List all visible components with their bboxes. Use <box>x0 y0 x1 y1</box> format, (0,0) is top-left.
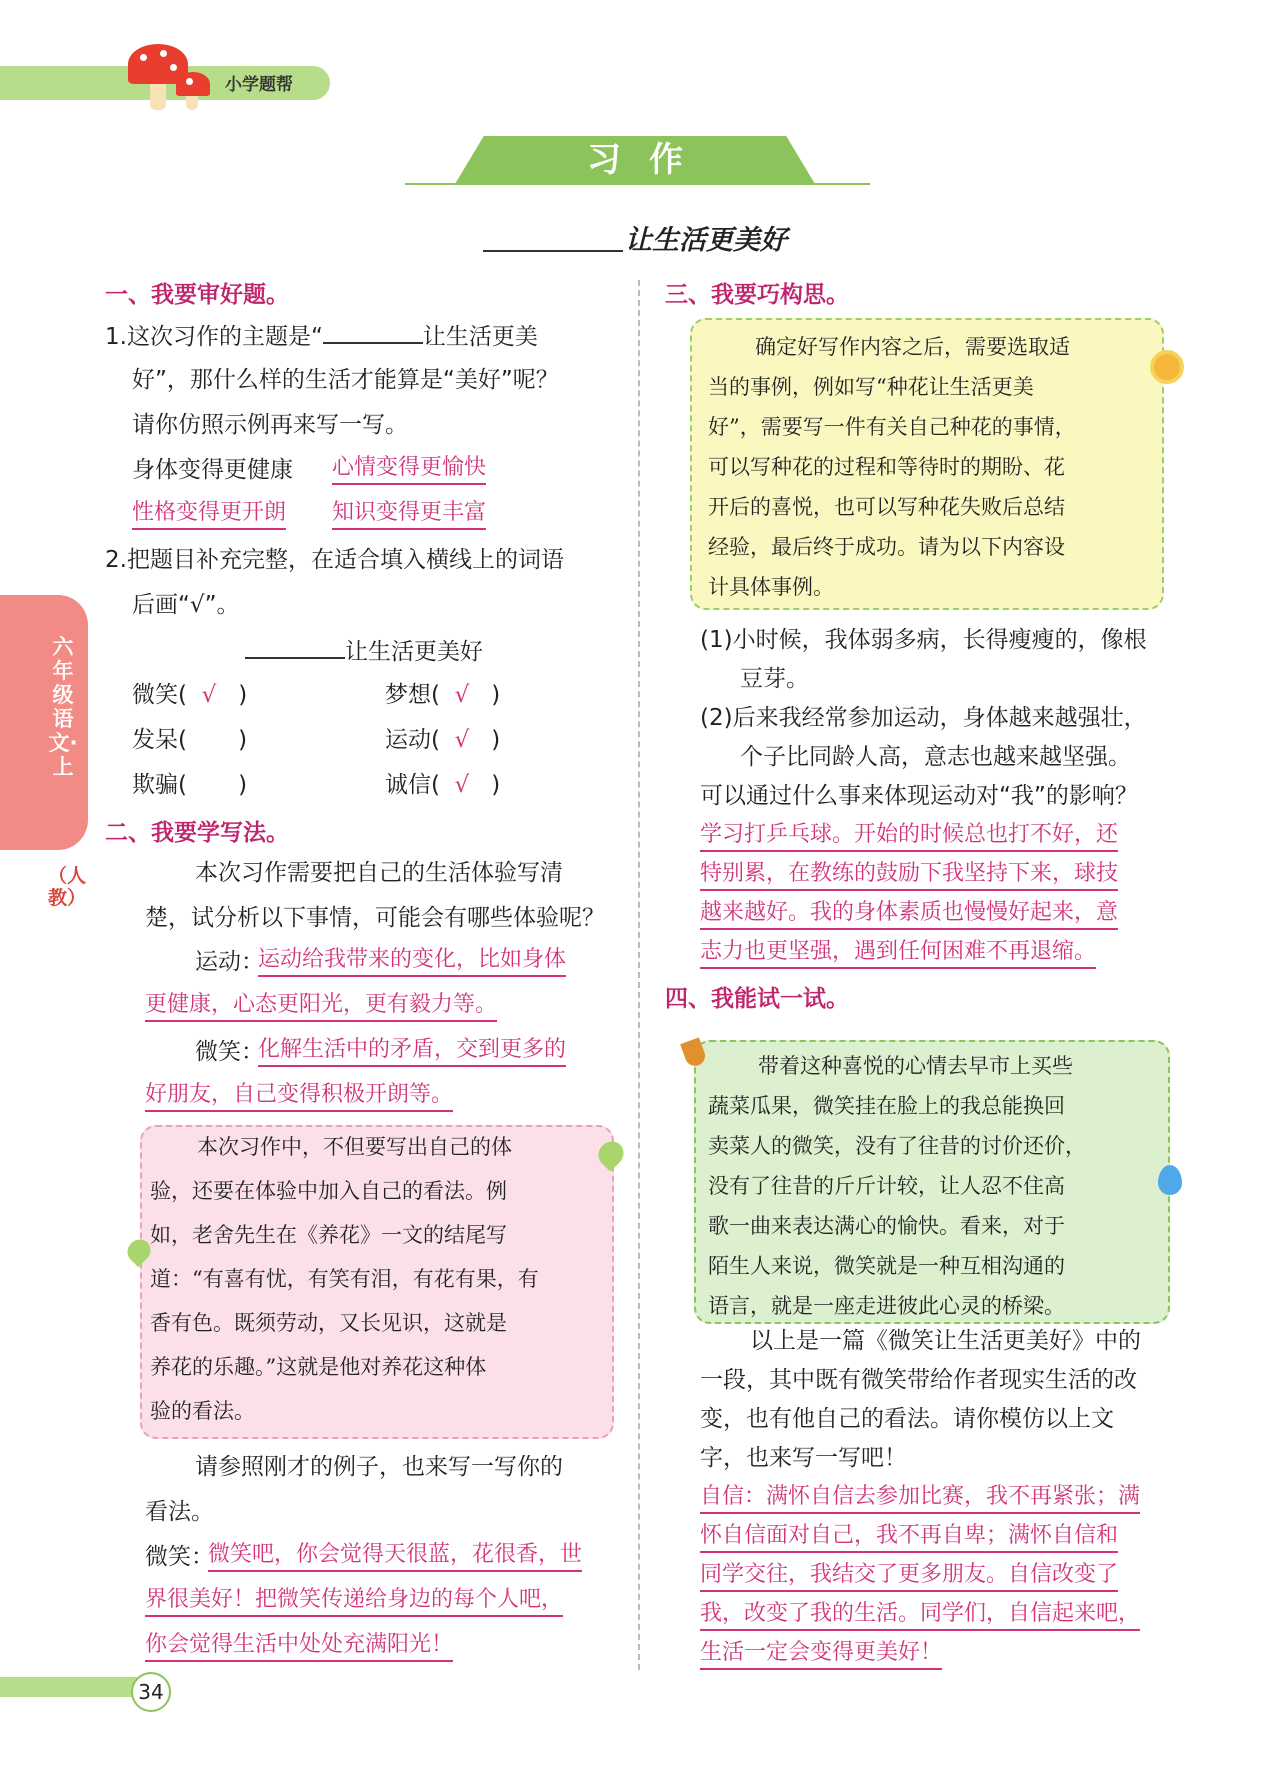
tip-green-line: 陌生人来说，微笑就是一种互相沟通的 <box>708 1254 1065 1278</box>
tip-green-line: 蔬菜瓜果，微笑挂在脸上的我总能换回 <box>708 1094 1065 1118</box>
tip-pink-line: 本次习作中，不但要写出自己的体 <box>197 1135 512 1159</box>
tip-green-line: 歌一曲来表达满心的愉快。看来，对于 <box>708 1214 1065 1238</box>
sec2-item2-label: 微笑： <box>195 1039 264 1065</box>
sec2-item3-label: 微笑： <box>145 1544 214 1570</box>
q2-option-dream[interactable]: 梦想( √ ) <box>385 682 501 708</box>
q2-line-1: 2.把题目补充完整，在适合填入横线上的词语 <box>105 547 564 573</box>
tip-yellow-line: 经验，最后终于成功。请为以下内容设 <box>708 535 1065 559</box>
sec2-item1-label: 运动： <box>195 949 264 975</box>
sec2-item3-answer-1[interactable]: 微笑吧，你会觉得天很蓝，花很香，世 <box>208 1540 582 1572</box>
tip-green-line: 语言，就是一座走进彼此心灵的桥梁。 <box>708 1294 1065 1318</box>
sec3-item: (1)小时候，我体弱多病，长得瘦瘦的，像根 <box>700 627 1147 653</box>
section-4-heading: 四、我能试一试。 <box>665 986 849 1012</box>
tip-green-line: 带着这种喜悦的心情去早市上买些 <box>758 1054 1073 1078</box>
sec3-answer[interactable]: 特别累，在教练的鼓励下我坚持下来，球技 <box>700 859 1118 891</box>
tip-yellow-line: 开后的喜悦，也可以写种花失败后总结 <box>708 495 1065 519</box>
tip-pink-line: 验的看法。 <box>150 1399 255 1423</box>
side-tab-text: 六年级语文·上 <box>48 635 78 779</box>
section-1-heading: 一、我要审好题。 <box>105 282 289 308</box>
sec2-item3-answer-3[interactable]: 你会觉得生活中处处充满阳光！ <box>145 1630 453 1662</box>
q1-answer-3[interactable]: 知识变得更丰富 <box>332 498 486 530</box>
water-drop-icon <box>1158 1165 1182 1195</box>
q2-option-sport[interactable]: 运动( √ ) <box>385 727 501 753</box>
sec2-item1-answer-2[interactable]: 更健康，心态更阳光，更有毅力等。 <box>145 990 497 1022</box>
tip-yellow-line: 确定好写作内容之后，需要选取适 <box>755 335 1070 359</box>
sec2-after-2: 看法。 <box>145 1499 214 1525</box>
q1-answer-2[interactable]: 性格变得更开朗 <box>132 498 286 530</box>
sec4-answer[interactable]: 我，改变了我的生活。同学们，自信起来吧， <box>700 1599 1140 1631</box>
tip-pink-line: 养花的乐趣。”这就是他对养花这种体 <box>150 1355 487 1379</box>
tip-yellow-line: 当的事例，例如写“种花让生活更美 <box>708 375 1034 399</box>
q1-line-1: 1.这次习作的主题是“ 让生活更美 <box>105 320 538 352</box>
footer-band <box>0 1677 150 1697</box>
sec3-question: 可以通过什么事来体现运动对“我”的影响？ <box>700 783 1138 809</box>
tip-green-line: 卖菜人的微笑，没有了往昔的讨价还价， <box>708 1134 1086 1158</box>
page-subtitle: 让生活更美好 <box>625 225 787 256</box>
q1-example: 身体变得更健康 <box>132 457 293 483</box>
q2-blank[interactable] <box>245 635 345 659</box>
sec3-answer[interactable]: 学习打乒乓球。开始的时候总也打不好，还 <box>700 820 1118 852</box>
q2-option-smile[interactable]: 微笑( √ ) <box>132 682 248 708</box>
sec3-answer[interactable]: 越来越好。我的身体素质也慢慢好起来，意 <box>700 898 1118 930</box>
q1-line-3: 请你仿照示例再来写一写。 <box>132 412 408 438</box>
tip-yellow-line: 可以写种花的过程和等待时的期盼、花 <box>708 455 1065 479</box>
sec2-after-1: 请参照刚才的例子，也来写一写你的 <box>195 1454 563 1480</box>
sec3-answer[interactable]: 志力也更坚强，遇到任何困难不再退缩。 <box>700 937 1096 969</box>
sunflower-icon <box>1150 350 1184 384</box>
side-tab-sub: （人教） <box>48 865 87 909</box>
sec2-line-2: 楚，试分析以下事情，可能会有哪些体验呢？ <box>145 905 605 931</box>
tip-yellow-line: 计具体事例。 <box>708 575 834 599</box>
page-number: 34 <box>131 1672 171 1712</box>
sec4-answer[interactable]: 怀自信面对自己，我不再自卑；满怀自信和 <box>700 1521 1118 1553</box>
subtitle-blank <box>483 250 623 252</box>
sec3-item: 个子比同龄人高，意志也越来越坚强。 <box>740 744 1131 770</box>
tip-pink-line: 如，老舍先生在《养花》一文的结尾写 <box>150 1223 507 1247</box>
sec4-line: 一段，其中既有微笑带给作者现实生活的改 <box>700 1367 1137 1393</box>
sec4-line: 字，也来写一写吧！ <box>700 1445 907 1471</box>
sec2-item2-answer-2[interactable]: 好朋友，自己变得积极开朗等。 <box>145 1080 453 1112</box>
section-2-heading: 二、我要学写法。 <box>105 820 289 846</box>
sec4-line: 变，也有他自己的看法。请你模仿以上文 <box>700 1406 1114 1432</box>
q2-stem: 让生活更美好 <box>245 635 483 667</box>
tip-pink-line: 验，还要在体验中加入自己的看法。例 <box>150 1179 507 1203</box>
column-divider <box>638 280 640 1670</box>
sec4-answer[interactable]: 自信：满怀自信去参加比赛，我不再紧张；满 <box>700 1482 1140 1514</box>
section-3-heading: 三、我要巧构思。 <box>665 282 849 308</box>
q1-blank[interactable] <box>323 320 423 344</box>
sec4-line: 以上是一篇《微笑让生活更美好》中的 <box>750 1328 1141 1354</box>
q2-option-honesty[interactable]: 诚信( √ ) <box>385 772 501 798</box>
mushroom-logo-icon <box>128 44 218 114</box>
sec3-item: 豆芽。 <box>740 666 809 692</box>
sec2-item2-answer-1[interactable]: 化解生活中的矛盾，交到更多的 <box>258 1035 566 1067</box>
sec2-item3-answer-2[interactable]: 界很美好！把微笑传递给身边的每个人吧， <box>145 1585 563 1617</box>
tip-yellow-line: 好”，需要写一件有关自己种花的事情， <box>708 415 1076 439</box>
q2-option-daze[interactable]: 发呆( ) <box>132 727 248 753</box>
sec3-item: (2)后来我经常参加运动，身体越来越强壮， <box>700 705 1147 731</box>
tip-pink-line: 香有色。既须劳动，又长见识，这就是 <box>150 1311 507 1335</box>
q1-answer-1[interactable]: 心情变得更愉快 <box>332 453 486 485</box>
page-title: 习作 <box>587 140 711 180</box>
sec4-answer[interactable]: 生活一定会变得更美好！ <box>700 1638 942 1670</box>
q2-line-2: 后画“√”。 <box>132 592 240 618</box>
q2-option-cheat[interactable]: 欺骗( ) <box>132 772 248 798</box>
sec4-answer[interactable]: 同学交往，我结交了更多朋友。自信改变了 <box>700 1560 1118 1592</box>
q1-line-2: 好”，那什么样的生活才能算是“美好”呢？ <box>132 367 559 393</box>
sec2-item1-answer-1[interactable]: 运动给我带来的变化，比如身体 <box>258 945 566 977</box>
tip-pink-line: 道：“有喜有忧，有笑有泪，有花有果，有 <box>150 1267 539 1291</box>
sec2-line-1: 本次习作需要把自己的生活体验写清 <box>195 860 563 886</box>
brand-name: 小学题帮 <box>225 75 293 95</box>
tip-green-line: 没有了往昔的斤斤计较，让人忍不住高 <box>708 1174 1065 1198</box>
